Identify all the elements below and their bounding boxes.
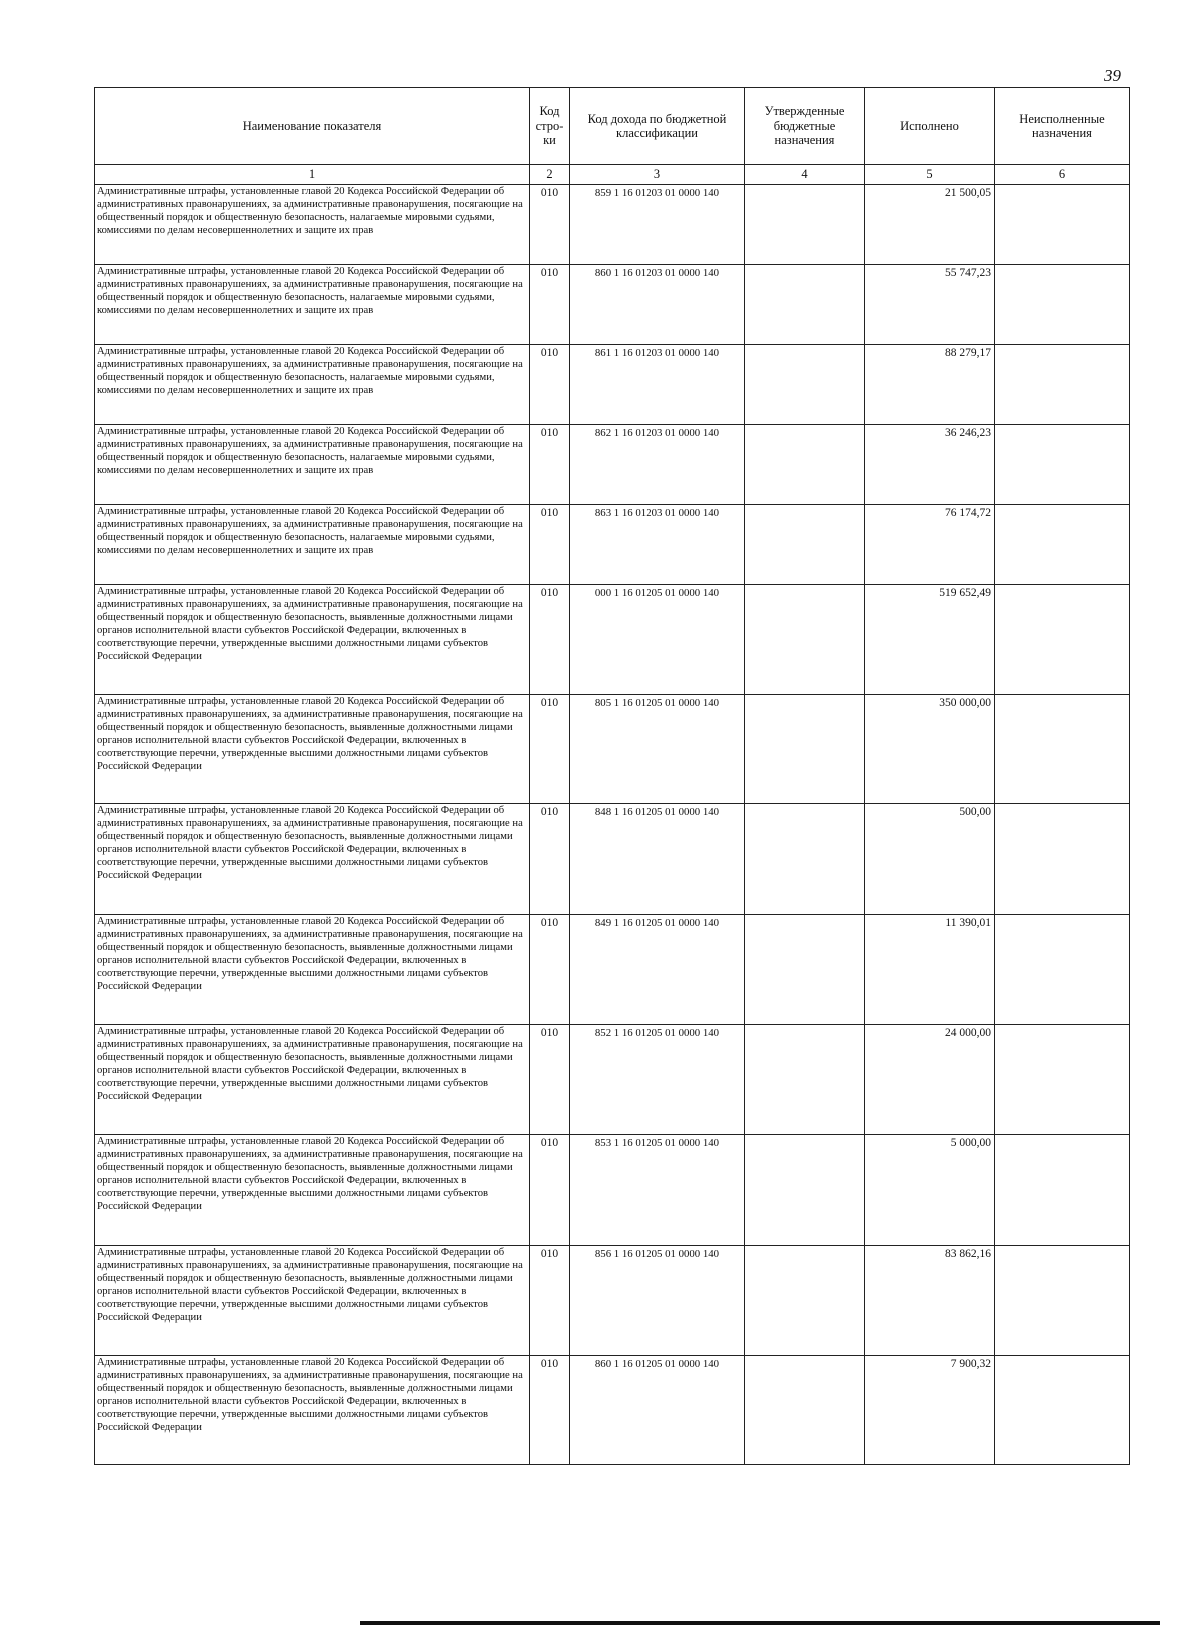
row-executed: 88 279,17 xyxy=(865,345,995,425)
header-row xyxy=(95,88,1130,165)
column-number: 6 xyxy=(995,165,1130,185)
row-name: Административные штрафы, установленные главой 20 Кодекса Российской Федерации об административных правонарушениях, за административные правонарушения, посягающие на общественный порядок и общественную безопасность, выявленные должностными лицами органов исполнительной власти субъектов Российской Федерации, включенных в соответствующие перечни, утвержденные высшими должностными лицами субъектов Российской Федерации xyxy=(95,1135,530,1246)
row-executed: 350 000,00 xyxy=(865,695,995,804)
row-name: Административные штрафы, установленные главой 20 Кодекса Российской Федерации об административных правонарушениях, за административные правонарушения, посягающие на общественный порядок и общественную безопасность, выявленные должностными лицами органов исполнительной власти субъектов Российской Федерации, включенных в соответствующие перечни, утвержденные высшими должностными лицами субъектов Российской Федерации xyxy=(95,1025,530,1135)
row-line-code: 010 xyxy=(530,265,570,345)
row-line-code: 010 xyxy=(530,1246,570,1356)
row-unexecuted xyxy=(995,1246,1130,1356)
row-unexecuted xyxy=(995,505,1130,585)
row-income-code: 848 1 16 01205 01 0000 140 xyxy=(570,804,745,915)
row-executed: 7 900,32 xyxy=(865,1356,995,1465)
row-executed: 21 500,05 xyxy=(865,185,995,265)
row-income-code: 853 1 16 01205 01 0000 140 xyxy=(570,1135,745,1246)
row-unexecuted xyxy=(995,695,1130,804)
table-row xyxy=(95,185,1130,265)
row-approved xyxy=(745,425,865,505)
header-approved: Утвержденные бюджетные назначения xyxy=(745,88,865,165)
row-income-code: 861 1 16 01203 01 0000 140 xyxy=(570,345,745,425)
row-line-code: 010 xyxy=(530,425,570,505)
table-row xyxy=(95,1356,1130,1465)
row-name: Административные штрафы, установленные главой 20 Кодекса Российской Федерации об административных правонарушениях, за административные правонарушения, посягающие на общественный порядок и общественную безопасность, налагаемые мировыми судьями, комиссиями по делам несовершеннолетних и защите их прав xyxy=(95,185,530,265)
row-line-code: 010 xyxy=(530,185,570,265)
row-executed: 500,00 xyxy=(865,804,995,915)
row-approved xyxy=(745,265,865,345)
row-income-code: 860 1 16 01205 01 0000 140 xyxy=(570,1356,745,1465)
column-number: 4 xyxy=(745,165,865,185)
row-unexecuted xyxy=(995,345,1130,425)
row-name: Административные штрафы, установленные главой 20 Кодекса Российской Федерации об административных правонарушениях, за административные правонарушения, посягающие на общественный порядок и общественную безопасность, налагаемые мировыми судьями, комиссиями по делам несовершеннолетних и защите их прав xyxy=(95,345,530,425)
row-approved xyxy=(745,915,865,1025)
header-line-code: Код стро-ки xyxy=(530,88,570,165)
row-income-code: 849 1 16 01205 01 0000 140 xyxy=(570,915,745,1025)
column-number-row xyxy=(95,165,1130,185)
row-executed: 76 174,72 xyxy=(865,505,995,585)
row-name: Административные штрафы, установленные главой 20 Кодекса Российской Федерации об административных правонарушениях, за административные правонарушения, посягающие на общественный порядок и общественную безопасность, выявленные должностными лицами органов исполнительной власти субъектов Российской Федерации, включенных в соответствующие перечни, утвержденные высшими должностными лицами субъектов Российской Федерации xyxy=(95,804,530,915)
row-name: Административные штрафы, установленные главой 20 Кодекса Российской Федерации об административных правонарушениях, за административные правонарушения, посягающие на общественный порядок и общественную безопасность, налагаемые мировыми судьями, комиссиями по делам несовершеннолетних и защите их прав xyxy=(95,505,530,585)
row-executed: 83 862,16 xyxy=(865,1246,995,1356)
header-executed: Исполнено xyxy=(865,88,995,165)
row-line-code: 010 xyxy=(530,915,570,1025)
row-approved xyxy=(745,1246,865,1356)
row-unexecuted xyxy=(995,1025,1130,1135)
row-name: Административные штрафы, установленные главой 20 Кодекса Российской Федерации об административных правонарушениях, за административные правонарушения, посягающие на общественный порядок и общественную безопасность, выявленные должностными лицами органов исполнительной власти субъектов Российской Федерации, включенных в соответствующие перечни, утвержденные высшими должностными лицами субъектов Российской Федерации xyxy=(95,1246,530,1356)
column-number: 1 xyxy=(95,165,530,185)
row-income-code: 000 1 16 01205 01 0000 140 xyxy=(570,585,745,695)
column-number: 2 xyxy=(530,165,570,185)
row-approved xyxy=(745,1025,865,1135)
row-unexecuted xyxy=(995,185,1130,265)
income-table xyxy=(94,87,1130,1465)
row-line-code: 010 xyxy=(530,585,570,695)
row-approved xyxy=(745,1356,865,1465)
row-line-code: 010 xyxy=(530,1135,570,1246)
row-unexecuted xyxy=(995,804,1130,915)
row-income-code: 805 1 16 01205 01 0000 140 xyxy=(570,695,745,804)
row-name: Административные штрафы, установленные главой 20 Кодекса Российской Федерации об административных правонарушениях, за административные правонарушения, посягающие на общественный порядок и общественную безопасность, выявленные должностными лицами органов исполнительной власти субъектов Российской Федерации, включенных в соответствующие перечни, утвержденные высшими должностными лицами субъектов Российской Федерации xyxy=(95,585,530,695)
row-approved xyxy=(745,804,865,915)
row-line-code: 010 xyxy=(530,1025,570,1135)
row-unexecuted xyxy=(995,1135,1130,1246)
table-row xyxy=(95,585,1130,695)
table-row xyxy=(95,345,1130,425)
row-unexecuted xyxy=(995,915,1130,1025)
row-name: Административные штрафы, установленные главой 20 Кодекса Российской Федерации об административных правонарушениях, за административные правонарушения, посягающие на общественный порядок и общественную безопасность, выявленные должностными лицами органов исполнительной власти субъектов Российской Федерации, включенных в соответствующие перечни, утвержденные высшими должностными лицами субъектов Российской Федерации xyxy=(95,1356,530,1465)
row-income-code: 860 1 16 01203 01 0000 140 xyxy=(570,265,745,345)
table-row xyxy=(95,1246,1130,1356)
row-executed: 24 000,00 xyxy=(865,1025,995,1135)
row-executed: 519 652,49 xyxy=(865,585,995,695)
row-name: Административные штрафы, установленные главой 20 Кодекса Российской Федерации об административных правонарушениях, за административные правонарушения, посягающие на общественный порядок и общественную безопасность, выявленные должностными лицами органов исполнительной власти субъектов Российской Федерации, включенных в соответствующие перечни, утвержденные высшими должностными лицами субъектов Российской Федерации xyxy=(95,915,530,1025)
column-number: 3 xyxy=(570,165,745,185)
row-approved xyxy=(745,345,865,425)
row-executed: 5 000,00 xyxy=(865,1135,995,1246)
column-number: 5 xyxy=(865,165,995,185)
row-approved xyxy=(745,505,865,585)
page-number: 39 xyxy=(1104,66,1121,85)
header-unexecuted: Неисполненные назначения xyxy=(995,88,1130,165)
header-income-code: Код дохода по бюджетной классификации xyxy=(570,88,745,165)
row-executed: 36 246,23 xyxy=(865,425,995,505)
table-body xyxy=(95,185,1130,1465)
footer-bar xyxy=(360,1621,1160,1625)
row-line-code: 010 xyxy=(530,345,570,425)
row-line-code: 010 xyxy=(530,695,570,804)
row-name: Административные штрафы, установленные главой 20 Кодекса Российской Федерации об административных правонарушениях, за административные правонарушения, посягающие на общественный порядок и общественную безопасность, налагаемые мировыми судьями, комиссиями по делам несовершеннолетних и защите их прав xyxy=(95,265,530,345)
row-income-code: 862 1 16 01203 01 0000 140 xyxy=(570,425,745,505)
table-row xyxy=(95,425,1130,505)
table-row xyxy=(95,915,1130,1025)
table-row xyxy=(95,695,1130,804)
row-name: Административные штрафы, установленные главой 20 Кодекса Российской Федерации об административных правонарушениях, за административные правонарушения, посягающие на общественный порядок и общественную безопасность, выявленные должностными лицами органов исполнительной власти субъектов Российской Федерации, включенных в соответствующие перечни, утвержденные высшими должностными лицами субъектов Российской Федерации xyxy=(95,695,530,804)
row-unexecuted xyxy=(995,425,1130,505)
table-row xyxy=(95,1025,1130,1135)
row-approved xyxy=(745,1135,865,1246)
row-executed: 55 747,23 xyxy=(865,265,995,345)
header-name: Наименование показателя xyxy=(95,88,530,165)
row-approved xyxy=(745,185,865,265)
row-unexecuted xyxy=(995,1356,1130,1465)
row-executed: 11 390,01 xyxy=(865,915,995,1025)
table-row xyxy=(95,804,1130,915)
row-line-code: 010 xyxy=(530,1356,570,1465)
row-income-code: 859 1 16 01203 01 0000 140 xyxy=(570,185,745,265)
table-row xyxy=(95,505,1130,585)
row-name: Административные штрафы, установленные главой 20 Кодекса Российской Федерации об административных правонарушениях, за административные правонарушения, посягающие на общественный порядок и общественную безопасность, налагаемые мировыми судьями, комиссиями по делам несовершеннолетних и защите их прав xyxy=(95,425,530,505)
row-unexecuted xyxy=(995,585,1130,695)
row-income-code: 863 1 16 01203 01 0000 140 xyxy=(570,505,745,585)
row-approved xyxy=(745,695,865,804)
row-line-code: 010 xyxy=(530,505,570,585)
row-line-code: 010 xyxy=(530,804,570,915)
table-row xyxy=(95,265,1130,345)
row-income-code: 852 1 16 01205 01 0000 140 xyxy=(570,1025,745,1135)
row-unexecuted xyxy=(995,265,1130,345)
row-approved xyxy=(745,585,865,695)
table-row xyxy=(95,1135,1130,1246)
row-income-code: 856 1 16 01205 01 0000 140 xyxy=(570,1246,745,1356)
